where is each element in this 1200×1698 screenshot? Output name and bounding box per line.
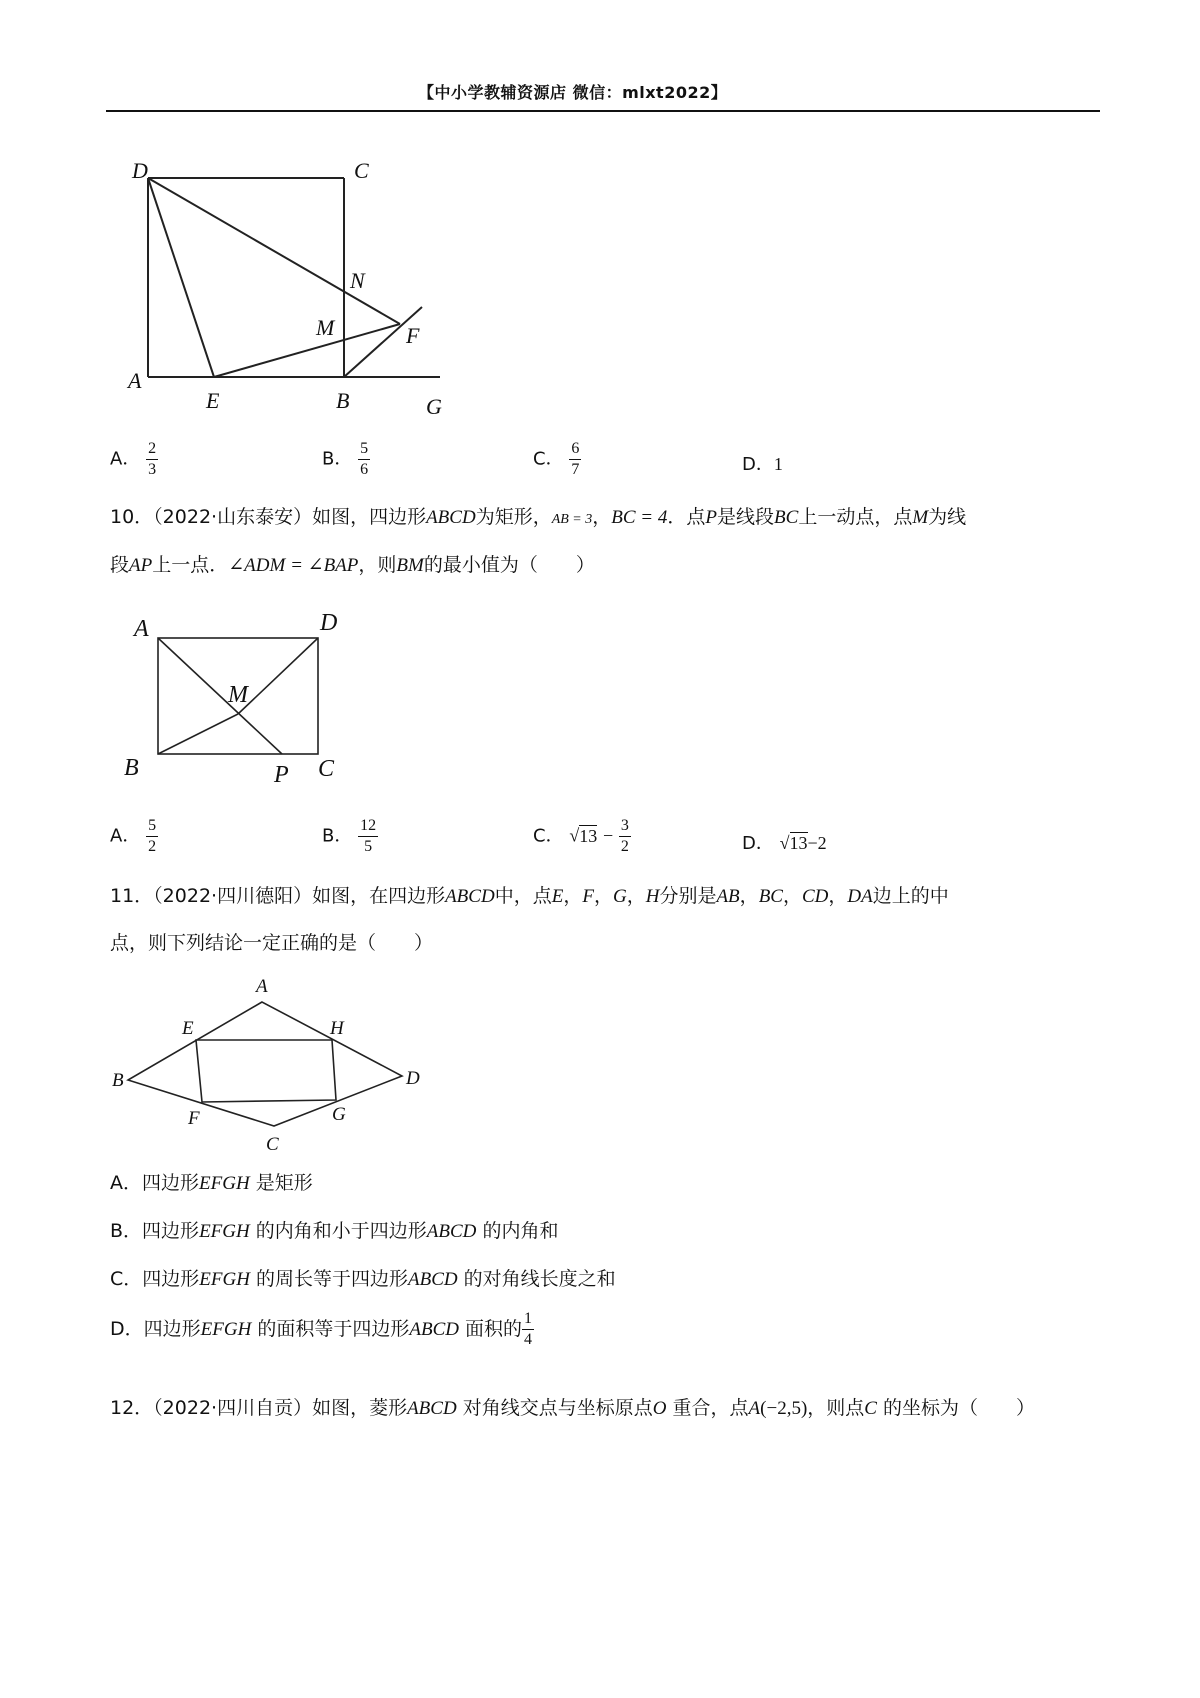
- q11-label-c: C: [266, 1134, 279, 1155]
- q11-line1: 11．（2022·四川德阳）如图，在四边形ABCD中，点E，F，G，H分别是AB，BC，CD，DA边上的中: [110, 885, 949, 907]
- q9-label-g: G: [426, 394, 442, 419]
- q10-line1: 10．（2022·山东泰安）如图，四边形ABCD为矩形，AB = 3，BC = 4．点P是线段BC上一动点，点M为线: [110, 506, 967, 528]
- q10-option-a[interactable]: A． $\frac{5}{2}$: [110, 817, 157, 855]
- q9-label-f: F: [406, 323, 420, 348]
- q10-label-b: B: [124, 755, 139, 781]
- q10-label-c: C: [318, 756, 335, 782]
- q11-quad-abcd: [128, 1002, 402, 1126]
- q9-label-b: B: [336, 388, 350, 413]
- page-header: 【中小学教辅资源店 微信：mlxt2022】: [418, 83, 728, 102]
- q9-label-e: E: [206, 388, 220, 413]
- q11-label-h: H: [330, 1018, 344, 1039]
- q11-option-b[interactable]: B．四边形EFGH 的内角和小于四边形ABCD 的内角和: [110, 1220, 559, 1242]
- q11-label-a: A: [256, 976, 268, 997]
- q11-label-b: B: [112, 1070, 124, 1091]
- q9-option-d[interactable]: D．1: [742, 454, 783, 475]
- q10-option-d[interactable]: D． √13−2: [742, 833, 827, 854]
- q9-option-c[interactable]: C． $\frac{6}{7}$: [533, 440, 580, 478]
- q11-label-f: F: [188, 1108, 200, 1129]
- q9-option-a[interactable]: A． $\frac{2}{3}$: [110, 440, 157, 478]
- q11-label-g: G: [332, 1104, 346, 1125]
- q10-option-c[interactable]: C． √13 − $\frac{3}{2}$: [533, 817, 629, 855]
- q9-figure: [110, 150, 470, 420]
- q9-label-n: N: [350, 268, 365, 293]
- q9-label-c: C: [354, 158, 369, 183]
- sqrt-symbol: √: [779, 833, 790, 853]
- q11-option-c[interactable]: C．四边形EFGH 的周长等于四边形ABCD 的对角线长度之和: [110, 1268, 616, 1290]
- q9-label-d: D: [132, 158, 148, 183]
- q9-label-m: M: [316, 315, 335, 340]
- q10-label-m: M: [228, 682, 248, 708]
- q10-line-dm: [238, 638, 318, 714]
- q10-line-ap: [158, 638, 282, 754]
- q10-figure: [110, 600, 370, 790]
- q11-label-e: E: [182, 1018, 194, 1039]
- q11-option-a[interactable]: A．四边形EFGH 是矩形: [110, 1172, 313, 1194]
- q9-line-de: [148, 178, 214, 377]
- q10-line-bm: [158, 714, 238, 754]
- q9-label-a: A: [128, 368, 142, 393]
- q11-line2: 点，则下列结论一定正确的是（ ）: [110, 932, 434, 954]
- q11-label-d: D: [406, 1068, 420, 1089]
- q10-label-d: D: [320, 610, 338, 636]
- q12-line1: 12．（2022·四川自贡）如图，菱形ABCD 对角线交点与坐标原点O 重合，点A(−2,5)，则点C 的坐标为（ ）: [110, 1397, 1036, 1419]
- q10-label-p: P: [274, 762, 289, 788]
- q9-option-b[interactable]: B． $\frac{5}{6}$: [322, 440, 369, 478]
- q11-figure: [110, 968, 430, 1160]
- q11-option-d[interactable]: D．四边形EFGH 的面积等于四边形ABCD 面积的 $\frac{1}{4}$: [110, 1310, 533, 1348]
- q11-quad-efgh: [196, 1040, 336, 1102]
- q10-line2: 段AP上一点．∠ADM = ∠BAP，则BM的最小值为（ ）: [110, 554, 595, 576]
- q9-line-df: [148, 178, 400, 324]
- header-rule: [106, 110, 1100, 112]
- sqrt-symbol: √: [569, 825, 580, 846]
- q10-label-a: A: [134, 616, 149, 642]
- q10-option-b[interactable]: B． $\frac{12}{5}$: [322, 817, 377, 855]
